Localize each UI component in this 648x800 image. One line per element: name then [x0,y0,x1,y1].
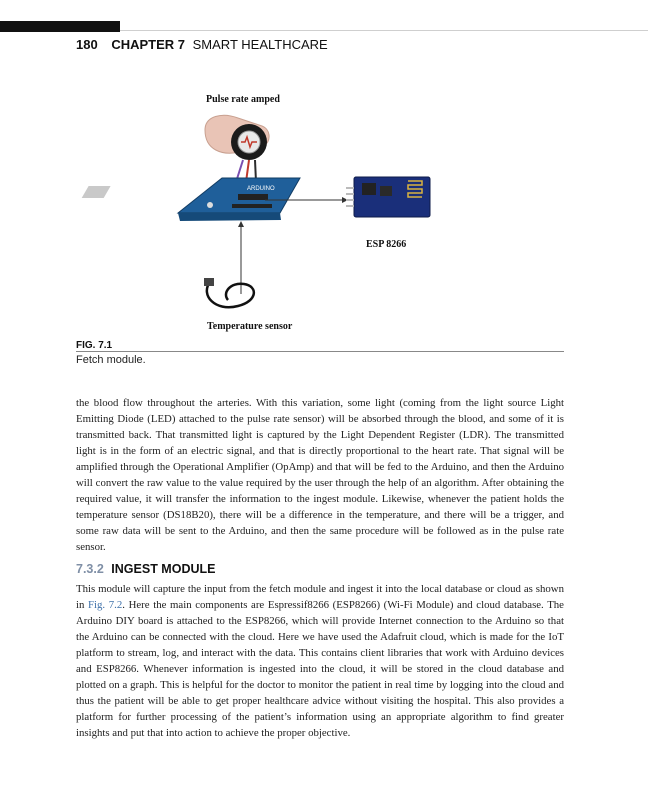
temperature-sensor-icon [204,278,254,307]
figure-illustration [0,0,648,340]
figure-caption: Fetch module. [76,354,146,366]
temperature-sensor-label: Temperature sensor [207,321,293,332]
pulse-sensor-icon [205,115,269,182]
page-number: 180 [76,37,98,52]
figure-number: FIG. 7.1 [76,340,113,351]
caption-rule [76,351,564,352]
svg-text:ARDUINO: ARDUINO [247,186,275,192]
section-title: INGEST MODULE [111,562,216,576]
figure-reference-link[interactable]: Fig. 7.2 [88,599,123,611]
esp8266-module-icon [346,177,430,217]
paragraph-2-text-b: . Here the main components are Espressif8266 (ESP8266) (Wi-Fi Module) and cloud database. The Arduino DIY board is attached to the ESP8266, which will provide Internet connection to the Arduino so that the Arduino can be connected with the cloud. Here we have used the Adafruit cloud, which is made for the IoT platform to stream, log, and interact with the data. This contains client libraries that work with Arduino devices and ESP8266. Whenever information is ingested into the cloud, it will be stored in the cloud database and plotted on a graph. This is helpful for the doctor to monitor the patient in real time by logging into the cloud and thus the patient will be able to get proper healthcare advice without visiting the hospital. This also provides a platform for further processing of the patient’s information using an appropriate algorithm to find greater insights and put that into action to achieve the proper objective. [76,599,564,739]
body-paragraph-1: the blood flow throughout the arteries. With this variation, some light (coming from the light source Light Emitting Diode (LED) attached to the pulse rate sensor) will be absorbed through the blood, and some of it is transmitted back. That transmitted light is captured by the Light Dependent Register (LDR). The transmitted light is in the form of an electric signal, and that is directly proportional to the heart rate. That signal will be amplified through the Operational Amplifier (OpAmp) and that will be fed to the Arduino, and then the Arduino will convert the raw value to the value required by the user through the help of an algorithm. After obtaining the required value, it will transfer the information to the ingest module. Likewise, whenever the patient holds the temperature sensor (DS18B20), there will be a difference in the temperature, and there will be a trigger, and some raw data will be sent to the Arduino, and then the same procedure will be followed as in the pulse rate sensor. [76,397,564,553]
chapter-label: CHAPTER 7 [111,37,186,52]
section-heading [76,562,215,576]
chapter-title: SMART HEALTHCARE [192,37,328,52]
section-number: 7.3.2 [76,562,104,576]
esp-label: ESP 8266 [366,239,407,250]
body-paragraph-2 [76,581,564,741]
pulse-sensor-label: Pulse rate amped [206,94,280,105]
paragraph-2-text-a: This module will capture the input from the fetch module and ingest it into the local database or cloud as shown in [76,583,564,611]
figure-fetch-module [0,0,648,340]
